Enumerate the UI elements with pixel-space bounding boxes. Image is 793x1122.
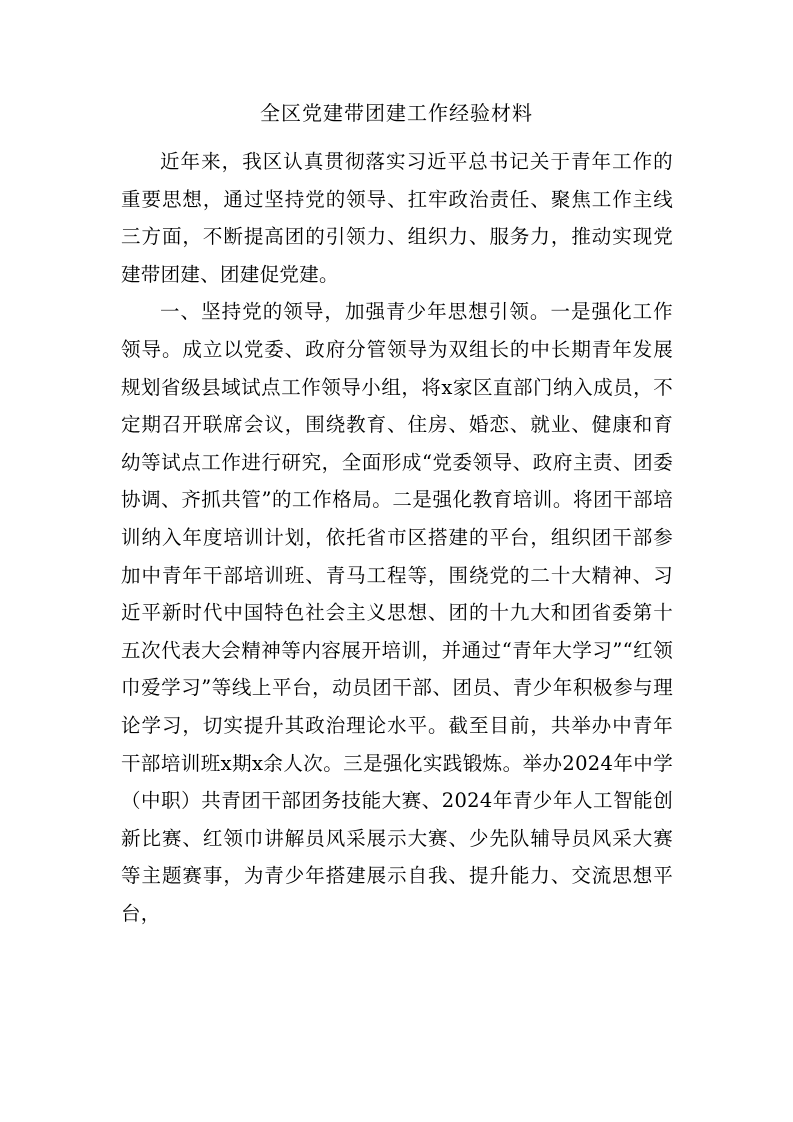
paragraph-intro: 近年来，我区认真贯彻落实习近平总书记关于青年工作的重要思想，通过坚持党的领导、扛牢政治责任、聚焦工作主线三方面，不断提高团的引领力、组织力、服务力，推动实现党建带团建、团建促党建。 (121, 150, 673, 286)
paragraph-section-one: 一、坚持党的领导，加强青少年思想引领。一是强化工作领导。成立以党委、政府分管领导为双组长的中长期青年发展规划省级县域试点工作领导小组，将x家区直部门纳入成员，不定期召开联席会议，围绕教育、住房、婚恋、就业、健康和育幼等试点工作进行研究，全面形成“党委领导、政府主责、团委协调、齐抓共管”的工作格局。二是强化教育培训。将团干部培训纳入年度培训计划，依托省市区搭建的平台，组织团干部参加中青年干部培训班、青马工程等，围绕党的二十大精神、习近平新时代中国特色社会主义思想、团的十九大和团省委第十五次代表大会精神等内容展开培训，并通过“青年大学习”“红领巾爱学习”等线上平台，动员团干部、团员、青少年积极参与理论学习，切实提升其政治理论水平。截至目前，共举办中青年干部培训班x期x余人次。三是强化实践锻炼。举办2024年中学（中职）共青团干部团务技能大赛、2024年青少年人工智能创新比赛、红领巾讲解员风采展示大赛、少先队辅导员风采大赛等主题赛事，为青少年搭建展示自我、提升能力、交流思想平台， (121, 300, 673, 925)
document-title: 全区党建带团建工作经验材料 (260, 101, 533, 125)
document-body (121, 143, 673, 932)
